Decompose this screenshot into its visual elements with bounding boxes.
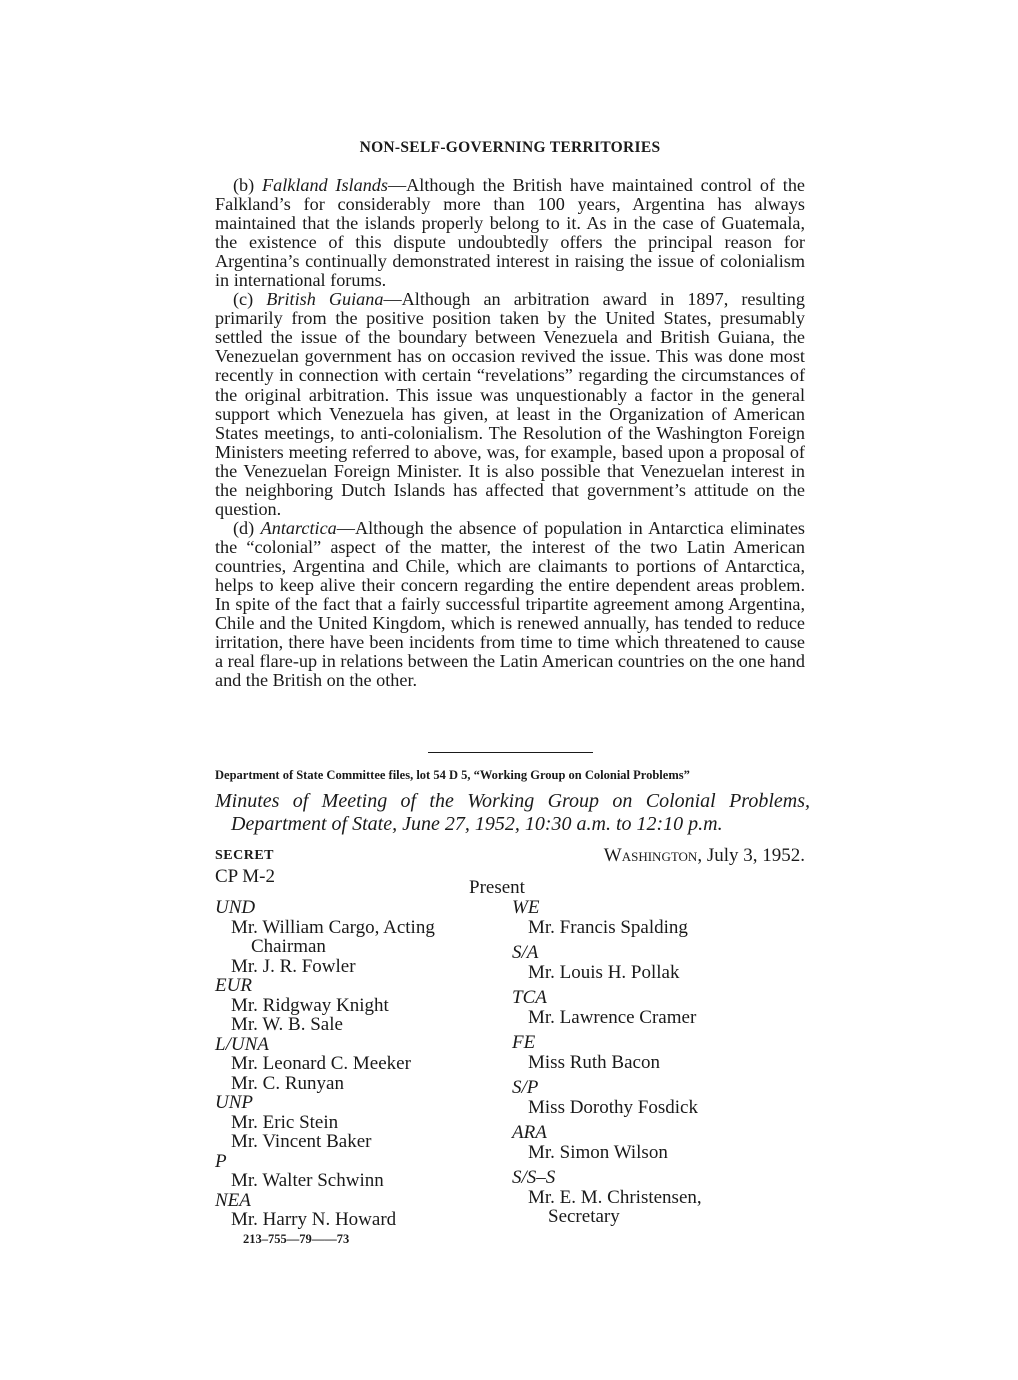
dateline-date: , July 3, 1952. <box>697 845 805 866</box>
office-symbol: UND <box>215 897 256 918</box>
attendee-name: Mr. Ridgway Knight <box>231 994 389 1016</box>
attendees-right-column <box>512 898 812 1227</box>
source-note: Department of State Committee files, lot 54 D 5, “Working Group on Colonial Problems” <box>215 768 690 782</box>
office-symbol: TCA <box>512 987 547 1008</box>
attendee-title: Secretary <box>548 1206 620 1227</box>
attendee-name: Mr. Harry N. Howard <box>231 1209 397 1230</box>
office-symbol: S/A <box>512 942 539 963</box>
attendee-name: Mr. Simon Wilson <box>528 1141 668 1163</box>
paragraph-british-guiana <box>215 290 805 519</box>
attendee-name: Miss Dorothy Fosdick <box>528 1096 698 1118</box>
paragraph-text: —Although the absence of population in Antarctica eliminates the “colonial” aspect of the matter, the interest of the two Latin American countries, Argentina and Chile, which are claimants to portions of Antarctica, helps to keep alive their concern regarding the entire dependent areas problem. In spite of the fact that a fairly successful tripartite agreement among Argentina, Chile and the United Kingdom, which is renewed annually, has tended to reduce irritation, there have been incidents from time to time which threatened to cause a real flare-up in relations between the Latin American countries on the one hand and the British on the other. <box>215 517 806 691</box>
dateline-place: Washington <box>603 845 698 866</box>
paragraph-heading: Falkland Islands <box>261 175 388 195</box>
paragraph-label: (c) <box>233 289 254 310</box>
paragraph-heading: British Guiana <box>266 289 384 310</box>
attendee-name: Mr. J. R. Fowler <box>231 955 356 977</box>
attendees-left-column <box>215 898 495 1230</box>
attendee-name: Miss Ruth Bacon <box>528 1051 660 1073</box>
paragraph-falkland-islands <box>215 176 805 290</box>
body-text <box>215 176 805 690</box>
attendee-name: Mr. C. Runyan <box>231 1072 344 1094</box>
attendee-name: Mr. Francis Spalding <box>528 916 688 938</box>
office-symbol: EUR <box>215 975 252 996</box>
office-symbol: FE <box>512 1032 536 1053</box>
office-symbol: L/UNA <box>215 1033 269 1055</box>
document-title-line-1: Minutes of Meeting of the Working Group on Colonial Problems, <box>215 790 810 812</box>
office-symbol: S/S–S <box>512 1167 556 1188</box>
paragraph-text: —Although the British have maintained control of the Falkland’s for considerably more than 100 years, Argentina has always maintained that the islands properly belong to it. As in the case of Guatemala, the existence of this dispute undoubtedly offers the principal reason for Argentina’s continually demonstrated interest in raising the issue of colonialism in international forums. <box>215 175 805 291</box>
paragraph-antarctica <box>215 519 805 690</box>
document-title-line-2: Department of State, June 27, 1952, 10:30 a.m. to 12:10 p.m. <box>231 813 723 835</box>
printing-code: 213–755—79——73 <box>243 1232 350 1246</box>
attendee-name: Mr. Leonard C. Meeker <box>231 1053 411 1074</box>
classification-marking: SECRET <box>215 848 275 863</box>
attendee-name: Mr. Louis H. Pollak <box>528 961 680 983</box>
paragraph-label: (b) <box>233 175 255 195</box>
attendee-name: Mr. Lawrence Cramer <box>528 1006 697 1028</box>
section-divider <box>428 752 593 753</box>
office-symbol: WE <box>512 897 540 918</box>
attendee-name: Mr. W. B. Sale <box>231 1014 343 1035</box>
dateline <box>604 845 805 867</box>
document-number: CP M-2 <box>215 866 276 887</box>
office-symbol: P <box>215 1150 227 1172</box>
attendee-name: Mr. William Cargo, Acting <box>231 916 435 938</box>
present-label: Present <box>469 877 525 898</box>
office-symbol: S/P <box>512 1077 539 1098</box>
paragraph-label: (d) <box>233 517 255 538</box>
attendee-name: Mr. Walter Schwinn <box>231 1170 384 1191</box>
office-symbol: NEA <box>215 1189 251 1211</box>
attendee-title: Chairman <box>251 936 326 957</box>
office-symbol: UNP <box>215 1092 253 1113</box>
document-title <box>215 790 810 836</box>
paragraph-text: —Although an arbitration award in 1897, resulting primarily from the positive position taken by the United States, presumably settled the issue of the boundary between Venezuela and British Guiana, the Venezuelan government has on occasion revived the issue. This was done most recently in connection with certain “revelations” regarding the circumstances of the original arbitration. This issue was unquestionably a factor in the general support which Venezuela has given, at least in the Organization of American States meetings, to anti-colonialism. The Resolution of the Washington Foreign Ministers meeting referred to above, was, for example, based upon a proposal of the Venezuelan Foreign Minister. It is also possible that Venezuelan interest in the neighboring Dutch Islands has affected that government’s attitude on the question. <box>215 289 805 519</box>
attendee-name: Mr. Eric Stein <box>231 1111 339 1133</box>
running-head: NON-SELF-GOVERNING TERRITORIES <box>359 139 661 156</box>
attendee-name: Mr. E. M. Christensen, <box>528 1186 702 1208</box>
attendee-name: Mr. Vincent Baker <box>231 1131 372 1152</box>
office-symbol: ARA <box>512 1122 547 1143</box>
paragraph-heading: Antarctica <box>260 517 337 538</box>
